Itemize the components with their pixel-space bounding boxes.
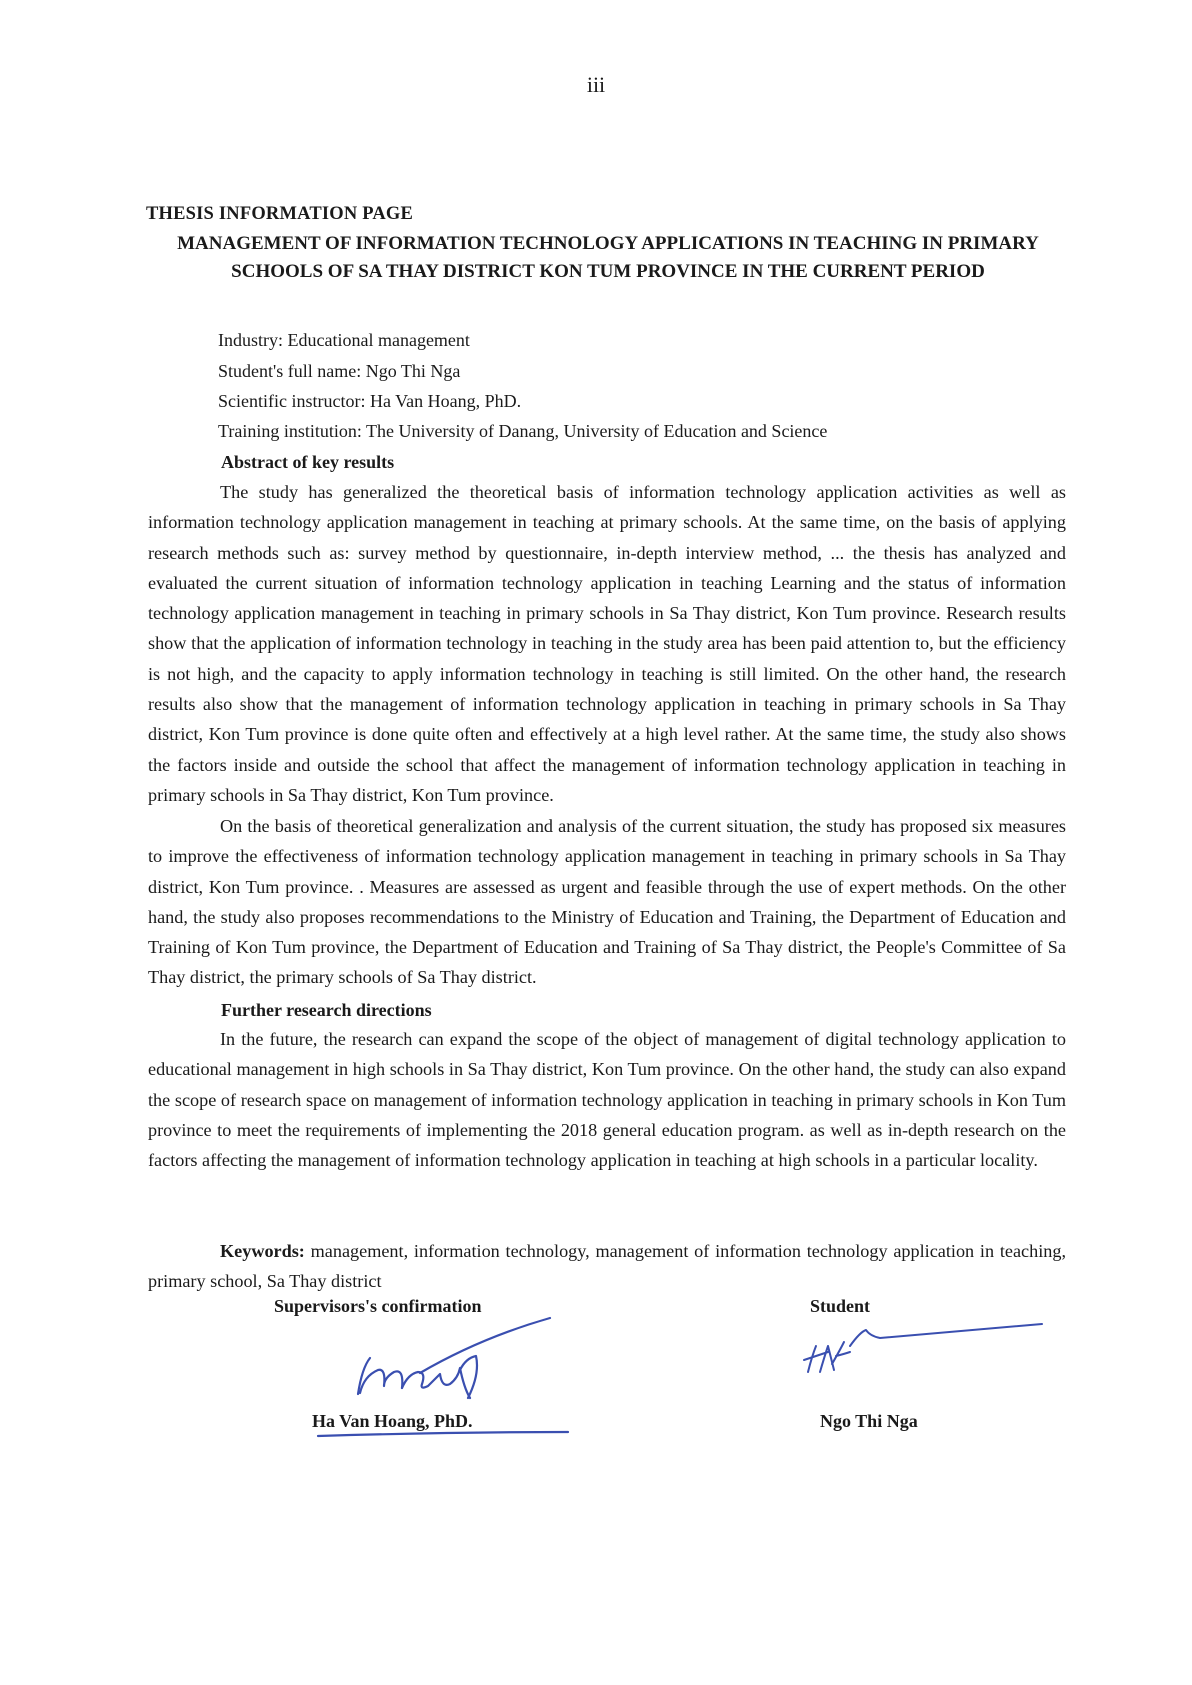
abstract-paragraph-2: On the basis of theoretical generalization and analysis of the current situation, the study has proposed six measures to improve the effectiveness of information technology application management in teaching in primary schools in Sa Thay district, Kon Tum province. . Measures are assessed as urgent and feasible through the use of expert methods. On the other hand, the study also proposes recommendations to the Ministry of Education and Training, the Department of Education and Training of Kon Tum province, the Department of Education and Training of Sa Thay district, the People's Committee of Sa Thay district, the primary schools of Sa Thay district. (148, 816, 1066, 988)
page-number: iii (586, 72, 606, 97)
meta-institution: Training institution: The University of Danang, University of Education and Science (218, 421, 828, 441)
student-label: Student (810, 1296, 871, 1316)
thesis-title: MANAGEMENT OF INFORMATION TECHNOLOGY APPLICATIONS IN TEACHING IN PRIMARY SCHOOLS OF SA THAY DISTRICT KON TUM PROVINCE IN THE CURRENT PERIOD (177, 233, 1039, 282)
further-research-paragraph: In the future, the research can expand the scope of the object of management of digital technology application to educational management in high schools in Sa Thay district, Kon Tum province. On the other hand, the study can also expand the scope of research space on management of information technology application in teaching in primary schools in Kon Tum province to meet the requirements of implementing the 2018 general education program. as well as in-depth research on the factors affecting the management of information technology application in teaching at high schools in a particular locality. (148, 1029, 1066, 1171)
student-signature (780, 1312, 1080, 1392)
supervisor-name: Ha Van Hoang, PhD. (312, 1411, 473, 1431)
keywords-label: Keywords: (220, 1241, 305, 1261)
meta-instructor: Scientific instructor: Ha Van Hoang, PhD. (218, 391, 522, 411)
supervisor-label: Supervisors's confirmation (274, 1296, 482, 1316)
keywords-text: management, information technology, management of information technology application in teaching, primary school, Sa Thay district (148, 1241, 1066, 1292)
further-research-heading: Further research directions (221, 1000, 432, 1020)
student-name: Ngo Thi Nga (820, 1411, 918, 1431)
meta-industry: Industry: Educational management (218, 330, 470, 350)
page-heading: THESIS INFORMATION PAGE (146, 204, 414, 224)
meta-student: Student's full name: Ngo Thi Nga (218, 361, 461, 381)
keywords-paragraph (148, 1236, 1066, 1297)
abstract-heading: Abstract of key results (221, 452, 395, 472)
abstract-paragraph-1: The study has generalized the theoretical basis of information technology application activities as well as information technology application management in teaching at primary schools. At the same time, on the basis of applying research methods such as: survey method by questionnaire, in-depth interview method, ... the thesis has analyzed and evaluated the current situation of information technology application in teaching Learning and the status of information technology application management in teaching in primary schools in Sa Thay district, Kon Tum province. Research results show that the application of information technology in teaching in the study area has been paid attention to, but the efficiency is not high, and the capacity to apply information technology in teaching is still limited. On the other hand, the research results also show that the management of information technology application in teaching in primary schools in Sa Thay district, Kon Tum province is done quite often and effectively at a high level rather. At the same time, the study also shows the factors inside and outside the school that affect the management of information technology application in teaching in primary schools in Sa Thay district, Kon Tum province. (148, 482, 1066, 805)
